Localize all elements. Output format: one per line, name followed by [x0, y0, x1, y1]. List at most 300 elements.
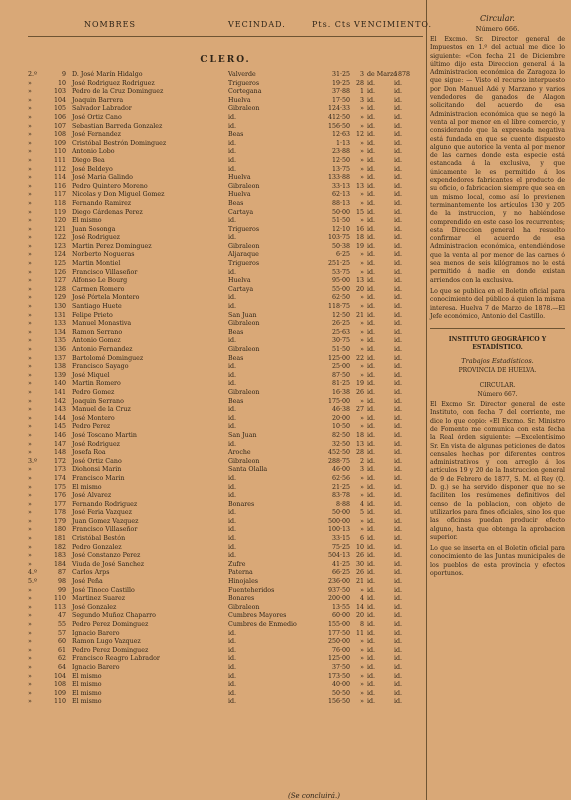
row-month: de Marzo	[367, 71, 398, 78]
row-marker: »	[28, 543, 32, 551]
table-row	[28, 243, 423, 252]
table-row	[28, 518, 423, 527]
row-amount: 81·25	[331, 380, 350, 388]
row-name: El mismo	[72, 681, 102, 689]
row-marker: »	[28, 294, 32, 302]
row-amount: 125·00	[327, 354, 350, 362]
row-day: 1	[359, 88, 364, 96]
row-marker: 2.º	[28, 71, 37, 78]
row-month: id.	[367, 371, 376, 379]
row-number: 113	[53, 603, 66, 611]
row-number: 87	[57, 569, 66, 577]
row-vecindad: Beas	[228, 131, 244, 139]
row-vecindad: Beas	[228, 354, 244, 362]
table-row	[28, 595, 423, 604]
row-day: »	[360, 320, 364, 328]
row-year: id.	[394, 552, 403, 560]
table-row	[28, 604, 423, 613]
row-number: 148	[53, 449, 66, 457]
row-amount: 88·13	[331, 199, 350, 207]
row-number: 139	[53, 371, 66, 379]
row-year: id.	[394, 156, 403, 164]
table-row	[28, 363, 423, 372]
row-name: Pedro Perez	[72, 423, 111, 431]
row-number: 110	[53, 595, 66, 603]
row-name: Antonio Fernandez	[72, 346, 133, 353]
row-marker: 4.º	[28, 569, 37, 577]
row-month: id.	[367, 208, 376, 216]
row-number: 181	[53, 535, 66, 543]
row-marker: »	[28, 88, 32, 96]
row-day: »	[360, 689, 364, 697]
table-row	[28, 312, 423, 321]
row-number: 172	[53, 457, 66, 465]
row-number: 140	[53, 380, 66, 388]
row-day: 28	[355, 79, 364, 87]
row-number: 174	[53, 474, 66, 482]
row-day: »	[360, 251, 364, 259]
row-marker: »	[28, 131, 32, 139]
row-number: 60	[57, 638, 66, 646]
row-day: »	[360, 328, 364, 336]
row-amount: 83·78	[331, 492, 350, 500]
row-name: Fernando Rodriguez	[72, 500, 138, 508]
table-row	[28, 484, 423, 493]
row-name: José Miquel	[72, 371, 110, 379]
row-number: 183	[53, 552, 66, 560]
row-day: »	[360, 174, 364, 182]
row-vecindad: id.	[228, 406, 237, 414]
row-marker: »	[28, 672, 32, 680]
row-marker: »	[28, 629, 32, 637]
row-vecindad: Cartaya	[228, 285, 254, 293]
row-name: José Toscano Martin	[72, 431, 137, 439]
table-row	[28, 174, 423, 183]
row-day: 6	[359, 535, 364, 543]
row-year: id.	[394, 509, 403, 517]
row-marker: »	[28, 492, 32, 500]
table-row	[28, 458, 423, 467]
table-row	[28, 630, 423, 639]
row-number: 104	[53, 672, 66, 680]
table-row	[28, 131, 423, 140]
institute-subheading: Trabajos Estadísticos.	[461, 357, 534, 366]
row-year: id.	[394, 88, 403, 96]
row-year: id.	[394, 131, 403, 139]
row-vecindad: Cumbres Mayores	[228, 612, 287, 620]
row-vecindad: id.	[228, 526, 237, 534]
row-vecindad: San Juan	[228, 311, 257, 319]
row-year: id.	[394, 251, 403, 259]
row-day: »	[360, 474, 364, 482]
row-marker: »	[28, 431, 32, 439]
row-name: José Rodriguez Rodriguez	[72, 79, 155, 87]
row-day: »	[360, 294, 364, 302]
row-day: 18	[355, 234, 364, 242]
row-name: Pedro Perez Dominguez	[72, 621, 149, 628]
row-year: id.	[394, 500, 403, 508]
row-month: id.	[367, 148, 376, 156]
header-vecindad: VECINDAD.	[228, 20, 286, 29]
row-year: id.	[394, 681, 403, 689]
row-marker: »	[28, 191, 32, 199]
row-amount: 17·50	[331, 96, 350, 104]
row-day: 15	[355, 208, 364, 216]
table-row	[28, 71, 423, 80]
row-day: 26	[355, 569, 364, 577]
row-month: id.	[367, 483, 376, 491]
row-day: 22	[355, 354, 364, 362]
row-name: El mismo	[72, 698, 102, 706]
row-amount: 8·88	[335, 500, 350, 508]
row-vecindad: id.	[228, 629, 237, 637]
row-number: 146	[53, 431, 66, 439]
row-number: 136	[53, 346, 66, 353]
row-vecindad: Huelva	[228, 191, 251, 199]
row-day: »	[360, 217, 364, 225]
row-name: D. José Marín Hidalgo	[72, 71, 143, 78]
row-number: 180	[53, 526, 66, 534]
row-amount: 37·88	[331, 88, 350, 96]
row-marker: »	[28, 234, 32, 242]
row-vecindad: Gibraleon	[228, 320, 260, 328]
row-year: id.	[394, 603, 403, 611]
institute-heading: INSTITUTO GEOGRÁFICO Y ESTADÍSTICO.	[448, 336, 547, 352]
row-day: 26	[355, 552, 364, 560]
row-name: Josefa Roa	[72, 449, 106, 457]
row-day: »	[360, 655, 364, 663]
row-name: Manuel de la Cruz	[72, 406, 131, 414]
row-amount: 412·50	[327, 113, 350, 121]
row-amount: 20·00	[331, 414, 350, 422]
row-number: 107	[53, 122, 66, 130]
table-row	[28, 621, 423, 630]
row-name: José Constanzo Perez	[72, 552, 141, 560]
row-amount: 100·13	[327, 526, 350, 534]
table-row	[28, 183, 423, 192]
table-row	[28, 234, 423, 243]
row-day: »	[360, 148, 364, 156]
circular-667-closing: Lo que se inserta en el Boletin oficial para conocimiento de las Juntas municipales de los pueblos de esta provincia y efectos oportunos.	[430, 545, 565, 578]
row-year: id.	[394, 388, 403, 396]
row-name: Ramon Lugo Vazquez	[72, 638, 141, 646]
row-amount: 51·50	[331, 217, 350, 225]
header-pts-cts: Pts. Cts	[312, 20, 352, 29]
circular-667-title: CIRCULAR.	[479, 382, 516, 390]
row-name: El mismo	[72, 672, 102, 680]
row-number: 10	[57, 79, 66, 87]
row-vecindad: id.	[228, 380, 237, 388]
row-name: Francisco Villaseñor	[72, 268, 138, 276]
row-marker: »	[28, 500, 32, 508]
row-name: Norberto Nogueras	[72, 251, 135, 259]
row-amount: 62·50	[331, 294, 350, 302]
row-marker: 3.º	[28, 457, 37, 465]
row-vecindad: Hinojales	[228, 578, 259, 586]
row-name: Francisco Marin	[72, 474, 125, 482]
row-year: id.	[394, 113, 403, 121]
row-month: id.	[367, 294, 376, 302]
row-month: id.	[367, 79, 376, 87]
row-marker: »	[28, 621, 32, 628]
row-name: Pedro Gonzalez	[72, 543, 122, 551]
row-year: id.	[394, 474, 403, 482]
row-month: id.	[367, 595, 376, 603]
row-vecindad: Paterna	[228, 569, 253, 577]
row-name: Salvador Labrador	[72, 105, 132, 113]
row-day: »	[360, 191, 364, 199]
row-year: id.	[394, 320, 403, 328]
row-day: 19	[355, 242, 364, 250]
row-name: Cristóbal Bestrón Dominguez	[72, 139, 167, 147]
table-row	[28, 552, 423, 561]
row-number: 106	[53, 113, 66, 121]
row-number: 184	[53, 560, 66, 568]
row-name: Martinez Suarez	[72, 595, 126, 603]
row-month: id.	[367, 363, 376, 371]
row-day: 3	[359, 96, 364, 104]
table-row	[28, 569, 423, 578]
row-number: 116	[53, 182, 66, 190]
table-rows	[28, 71, 423, 707]
row-vecindad: id.	[228, 165, 237, 173]
row-amount: 156·50	[327, 698, 350, 706]
row-amount: 452·50	[327, 449, 350, 457]
row-vecindad: id.	[228, 492, 237, 500]
row-marker: »	[28, 595, 32, 603]
row-month: id.	[367, 526, 376, 534]
row-day: 13	[355, 277, 364, 285]
row-number: 128	[53, 285, 66, 293]
row-month: id.	[367, 311, 376, 319]
row-marker: »	[28, 199, 32, 207]
table-row	[28, 398, 423, 407]
row-marker: »	[28, 440, 32, 448]
row-amount: 288·75	[327, 457, 350, 465]
row-month: id.	[367, 449, 376, 457]
table-row	[28, 466, 423, 475]
row-amount: 236·00	[327, 578, 350, 586]
row-vecindad: id.	[228, 689, 237, 697]
row-amount: 50·00	[331, 509, 350, 517]
row-name: Pedro Quintero Moreno	[72, 182, 148, 190]
row-marker: »	[28, 388, 32, 396]
row-day: 11	[355, 629, 364, 637]
row-amount: 12·63	[331, 131, 350, 139]
row-name: Juan Sosonga	[72, 225, 116, 233]
row-name: Nicolas y Don Miguel Gomez	[72, 191, 165, 199]
row-amount: 55·00	[331, 285, 350, 293]
row-vecindad: id.	[228, 483, 237, 491]
row-year: id.	[394, 346, 403, 353]
row-month: id.	[367, 560, 376, 568]
row-vecindad: id.	[228, 337, 237, 345]
row-marker: »	[28, 217, 32, 225]
row-month: id.	[367, 277, 376, 285]
table-row	[28, 226, 423, 235]
row-vecindad: Gibraleon	[228, 457, 260, 465]
row-name: Joaquin Serrano	[72, 397, 124, 405]
table-row	[28, 475, 423, 484]
row-number: 177	[53, 500, 66, 508]
row-name: Felipe Prieto	[72, 311, 113, 319]
row-name: Martin Perez Dominguez	[72, 242, 152, 250]
row-month: id.	[367, 251, 376, 259]
row-name: José Beldeyo	[72, 165, 113, 173]
row-marker: »	[28, 698, 32, 706]
row-vecindad: Gibraleon	[228, 346, 260, 353]
row-month: id.	[367, 646, 376, 654]
row-amount: 118·75	[327, 303, 350, 311]
continuation-note: (Se concluirá.)	[288, 792, 340, 800]
table-row	[28, 200, 423, 209]
row-marker: »	[28, 474, 32, 482]
row-month: id.	[367, 612, 376, 620]
row-vecindad: id.	[228, 113, 237, 121]
row-number: 133	[53, 320, 66, 328]
row-name: Ramon Serrano	[72, 328, 123, 336]
row-day: 5	[359, 509, 364, 517]
table-row	[28, 561, 423, 570]
row-day: »	[360, 492, 364, 500]
row-day: 13	[355, 182, 364, 190]
row-number: 134	[53, 328, 66, 336]
table-row	[28, 389, 423, 398]
row-year: id.	[394, 543, 403, 551]
row-marker: »	[28, 509, 32, 517]
row-month: id.	[367, 285, 376, 293]
row-year: id.	[394, 492, 403, 500]
row-number: 176	[53, 492, 66, 500]
row-name: José Tinoco Castillo	[72, 586, 135, 594]
table-row	[28, 269, 423, 278]
table-row	[28, 148, 423, 157]
row-month: id.	[367, 638, 376, 646]
row-amount: 133·88	[327, 174, 350, 182]
row-marker: »	[28, 268, 32, 276]
row-marker: 5.º	[28, 578, 37, 586]
row-vecindad: Bonares	[228, 595, 255, 603]
row-marker: »	[28, 681, 32, 689]
row-name: Ignacio Barero	[72, 663, 120, 671]
row-amount: 21·25	[331, 483, 350, 491]
row-vecindad: id.	[228, 681, 237, 689]
row-name: Diego Cárdenas Perez	[72, 208, 143, 216]
row-name: El mismo	[72, 217, 102, 225]
row-marker: »	[28, 483, 32, 491]
tax-list-column	[28, 20, 433, 800]
row-number: 182	[53, 543, 66, 551]
row-name: Bartolomé Dominguez	[72, 354, 144, 362]
table-row	[28, 372, 423, 381]
row-vecindad: Cartaya	[228, 208, 254, 216]
table-row	[28, 638, 423, 647]
row-amount: 19·25	[331, 79, 350, 87]
row-amount: 46·00	[331, 466, 350, 474]
row-number: 99	[57, 586, 66, 594]
row-number: 120	[53, 217, 66, 225]
row-day: »	[360, 303, 364, 311]
row-day: »	[360, 260, 364, 268]
row-amount: 937·50	[327, 586, 350, 594]
row-amount: 10·50	[331, 423, 350, 431]
row-month: id.	[367, 569, 376, 577]
table-row	[28, 501, 423, 510]
row-number: 124	[53, 251, 66, 259]
row-marker: »	[28, 346, 32, 353]
row-day: »	[360, 156, 364, 164]
row-marker: »	[28, 105, 32, 113]
row-marker: »	[28, 251, 32, 259]
row-number: 145	[53, 423, 66, 431]
row-vecindad: id.	[228, 294, 237, 302]
table-row	[28, 166, 423, 175]
row-name: El mismo	[72, 483, 102, 491]
row-month: id.	[367, 260, 376, 268]
table-row	[28, 277, 423, 286]
row-month: id.	[367, 423, 376, 431]
row-amount: 60·00	[331, 612, 350, 620]
row-month: id.	[367, 337, 376, 345]
row-day: »	[360, 105, 364, 113]
row-marker: »	[28, 535, 32, 543]
row-day: 21	[355, 311, 364, 319]
row-marker: »	[28, 423, 32, 431]
row-number: 98	[57, 578, 66, 586]
row-month: id.	[367, 509, 376, 517]
row-name: José Alvarez	[72, 492, 112, 500]
table-row	[28, 664, 423, 673]
row-day: 8	[359, 621, 364, 628]
table-row	[28, 191, 423, 200]
row-year: id.	[394, 277, 403, 285]
row-vecindad: Zufre	[228, 560, 246, 568]
row-year: id.	[394, 217, 403, 225]
row-day: 26	[355, 388, 364, 396]
row-month: id.	[367, 543, 376, 551]
row-name: Segundo Muñoz Chaparro	[72, 612, 156, 620]
row-marker: »	[28, 560, 32, 568]
row-vecindad: Trigueros	[228, 225, 260, 233]
row-number: 142	[53, 397, 66, 405]
row-marker: »	[28, 371, 32, 379]
row-amount: 175·00	[327, 397, 350, 405]
row-amount: 31·25	[331, 71, 350, 78]
table-row	[28, 251, 423, 260]
row-month: id.	[367, 346, 376, 353]
row-vecindad: Bonares	[228, 500, 255, 508]
row-month: id.	[367, 131, 376, 139]
row-marker: »	[28, 552, 32, 560]
row-number: 141	[53, 388, 66, 396]
row-number: 109	[53, 139, 66, 147]
table-row	[28, 587, 423, 596]
row-name: Carlos Arps	[72, 569, 110, 577]
row-marker: »	[28, 663, 32, 671]
circular-667-number: Número 667.	[477, 391, 518, 399]
table-row	[28, 509, 423, 518]
row-number: 135	[53, 337, 66, 345]
row-number: 118	[53, 199, 66, 207]
row-day: »	[360, 371, 364, 379]
row-day: »	[360, 681, 364, 689]
row-vecindad: id.	[228, 552, 237, 560]
row-vecindad: id.	[228, 638, 237, 646]
row-vecindad: Santa Olalla	[228, 466, 268, 474]
row-year: id.	[394, 569, 403, 577]
row-year: id.	[394, 96, 403, 104]
row-year: id.	[394, 303, 403, 311]
